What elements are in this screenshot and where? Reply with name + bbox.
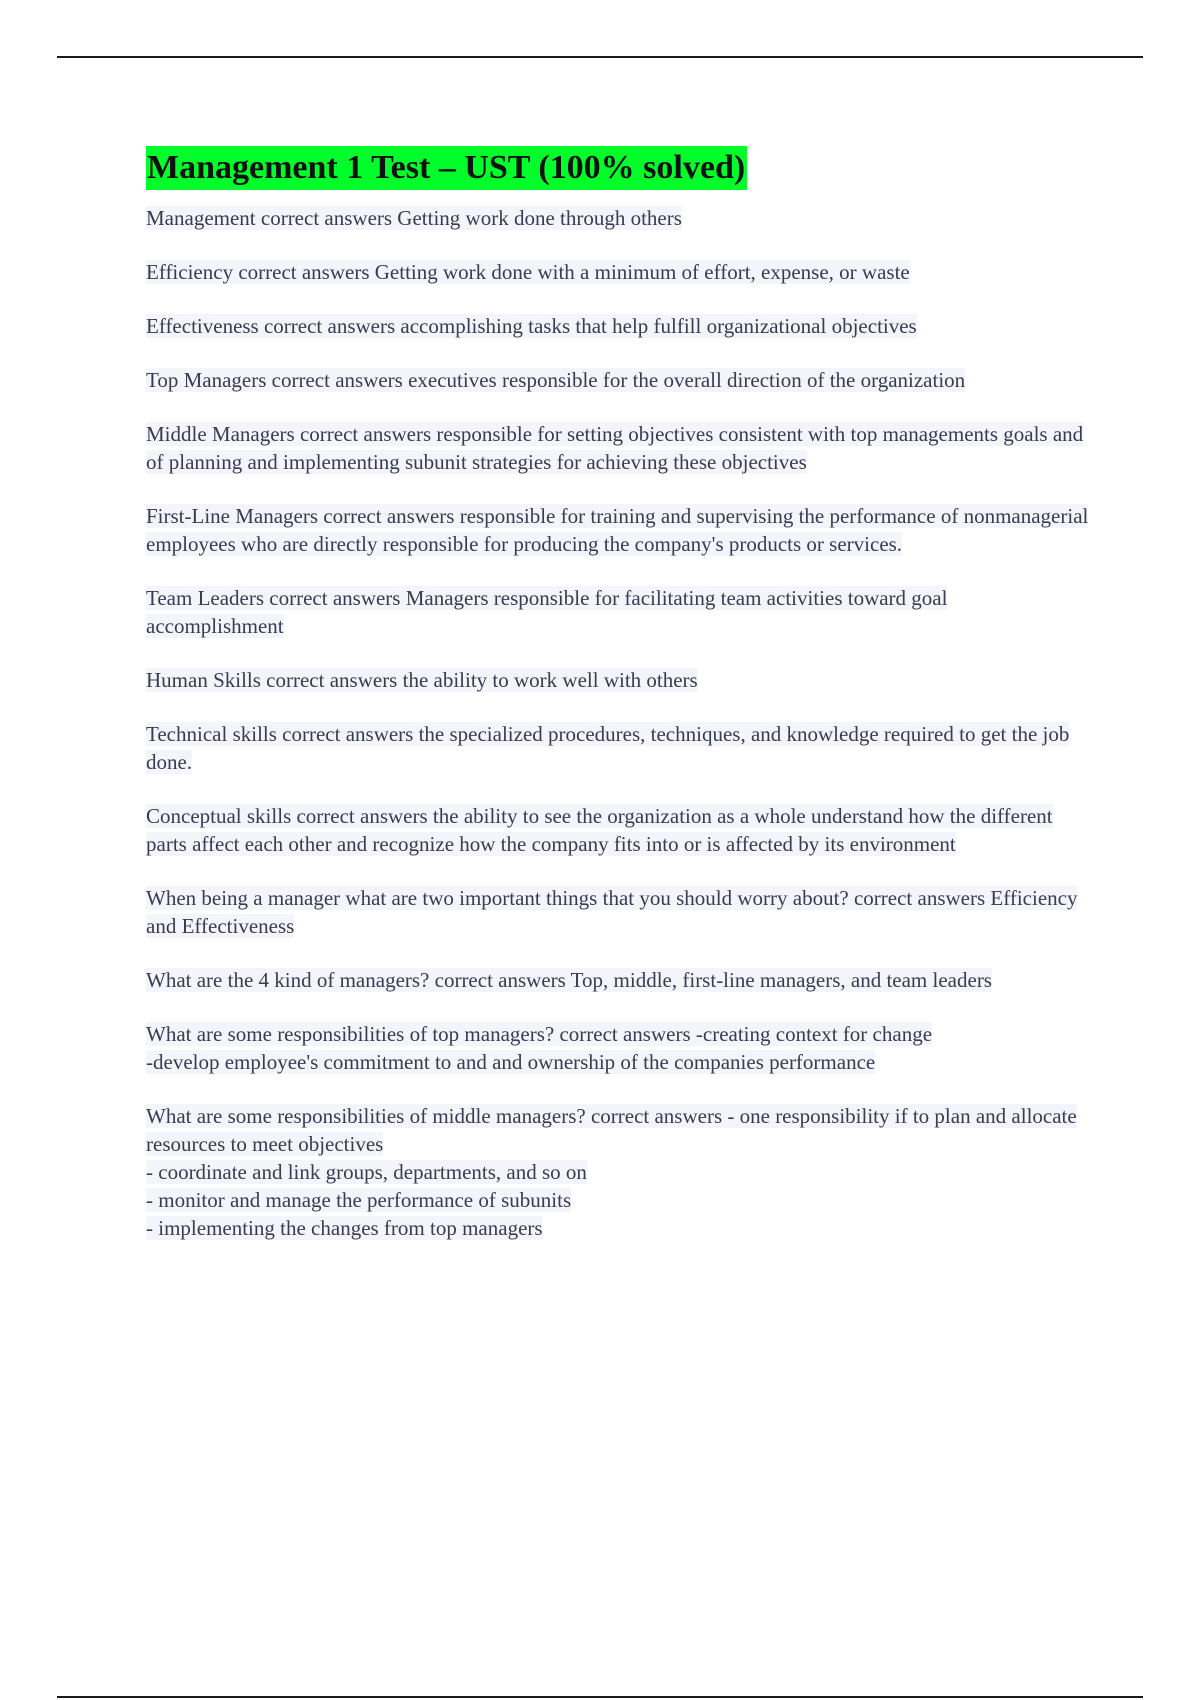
- qa-text: What are some responsibilities of top managers? correct answers -creating context for change -develop employee's commitment to and and ownership of the companies performance: [146, 1022, 933, 1074]
- qa-item-top-managers: [146, 366, 1090, 394]
- qa-item-four-kinds-of-managers: [146, 966, 1090, 994]
- qa-text: Effectiveness correct answers accomplishing tasks that help fulfill organizational objectives: [146, 314, 917, 338]
- qa-item-efficiency: [146, 258, 1090, 286]
- qa-text: Team Leaders correct answers Managers responsible for facilitating team activities toward goal accomplishment: [146, 586, 948, 638]
- qa-text: Management correct answers Getting work done through others: [146, 206, 682, 230]
- document-body: [146, 146, 1090, 1268]
- qa-text: Efficiency correct answers Getting work done with a minimum of effort, expense, or waste: [146, 260, 910, 284]
- qa-item-first-line-managers: [146, 502, 1090, 558]
- qa-item-technical-skills: [146, 720, 1090, 776]
- qa-item-management: [146, 204, 1090, 232]
- qa-text: Middle Managers correct answers responsible for setting objectives consistent with top managements goals and of planning and implementing subunit strategies for achieving these objectives: [146, 422, 1084, 474]
- qa-item-conceptual-skills: [146, 802, 1090, 858]
- qa-item-middle-managers: [146, 420, 1090, 476]
- document-title: Management 1 Test – UST (100% solved): [146, 146, 747, 190]
- qa-text: What are some responsibilities of middle managers? correct answers - one responsibility if to plan and allocate resources to meet objectives - coordinate and link groups, departments, and so on - monitor and manage the performance of subunits - implementing the changes from top managers: [146, 1104, 1077, 1240]
- qa-text: What are the 4 kind of managers? correct answers Top, middle, first-line managers, and team leaders: [146, 968, 992, 992]
- qa-text: First-Line Managers correct answers responsible for training and supervising the performance of nonmanagerial employees who are directly responsible for producing the company's products or services.: [146, 504, 1089, 556]
- qa-item-team-leaders: [146, 584, 1090, 640]
- qa-item-top-manager-responsibilities: [146, 1020, 1090, 1076]
- qa-item-effectiveness: [146, 312, 1090, 340]
- bottom-rule: [57, 1696, 1143, 1698]
- qa-item-middle-manager-responsibilities: [146, 1102, 1090, 1242]
- qa-item-two-important-things: [146, 884, 1090, 940]
- top-rule: [57, 56, 1143, 58]
- qa-list: [146, 204, 1090, 1242]
- qa-text: Conceptual skills correct answers the ability to see the organization as a whole understand how the different parts affect each other and recognize how the company fits into or is affected by its environment: [146, 804, 1053, 856]
- qa-text: Top Managers correct answers executives responsible for the overall direction of the organization: [146, 368, 966, 392]
- qa-text: When being a manager what are two important things that you should worry about? correct answers Efficiency and Effectiveness: [146, 886, 1078, 938]
- qa-item-human-skills: [146, 666, 1090, 694]
- qa-text: Technical skills correct answers the specialized procedures, techniques, and knowledge required to get the job done.: [146, 722, 1070, 774]
- qa-text: Human Skills correct answers the ability to work well with others: [146, 668, 698, 692]
